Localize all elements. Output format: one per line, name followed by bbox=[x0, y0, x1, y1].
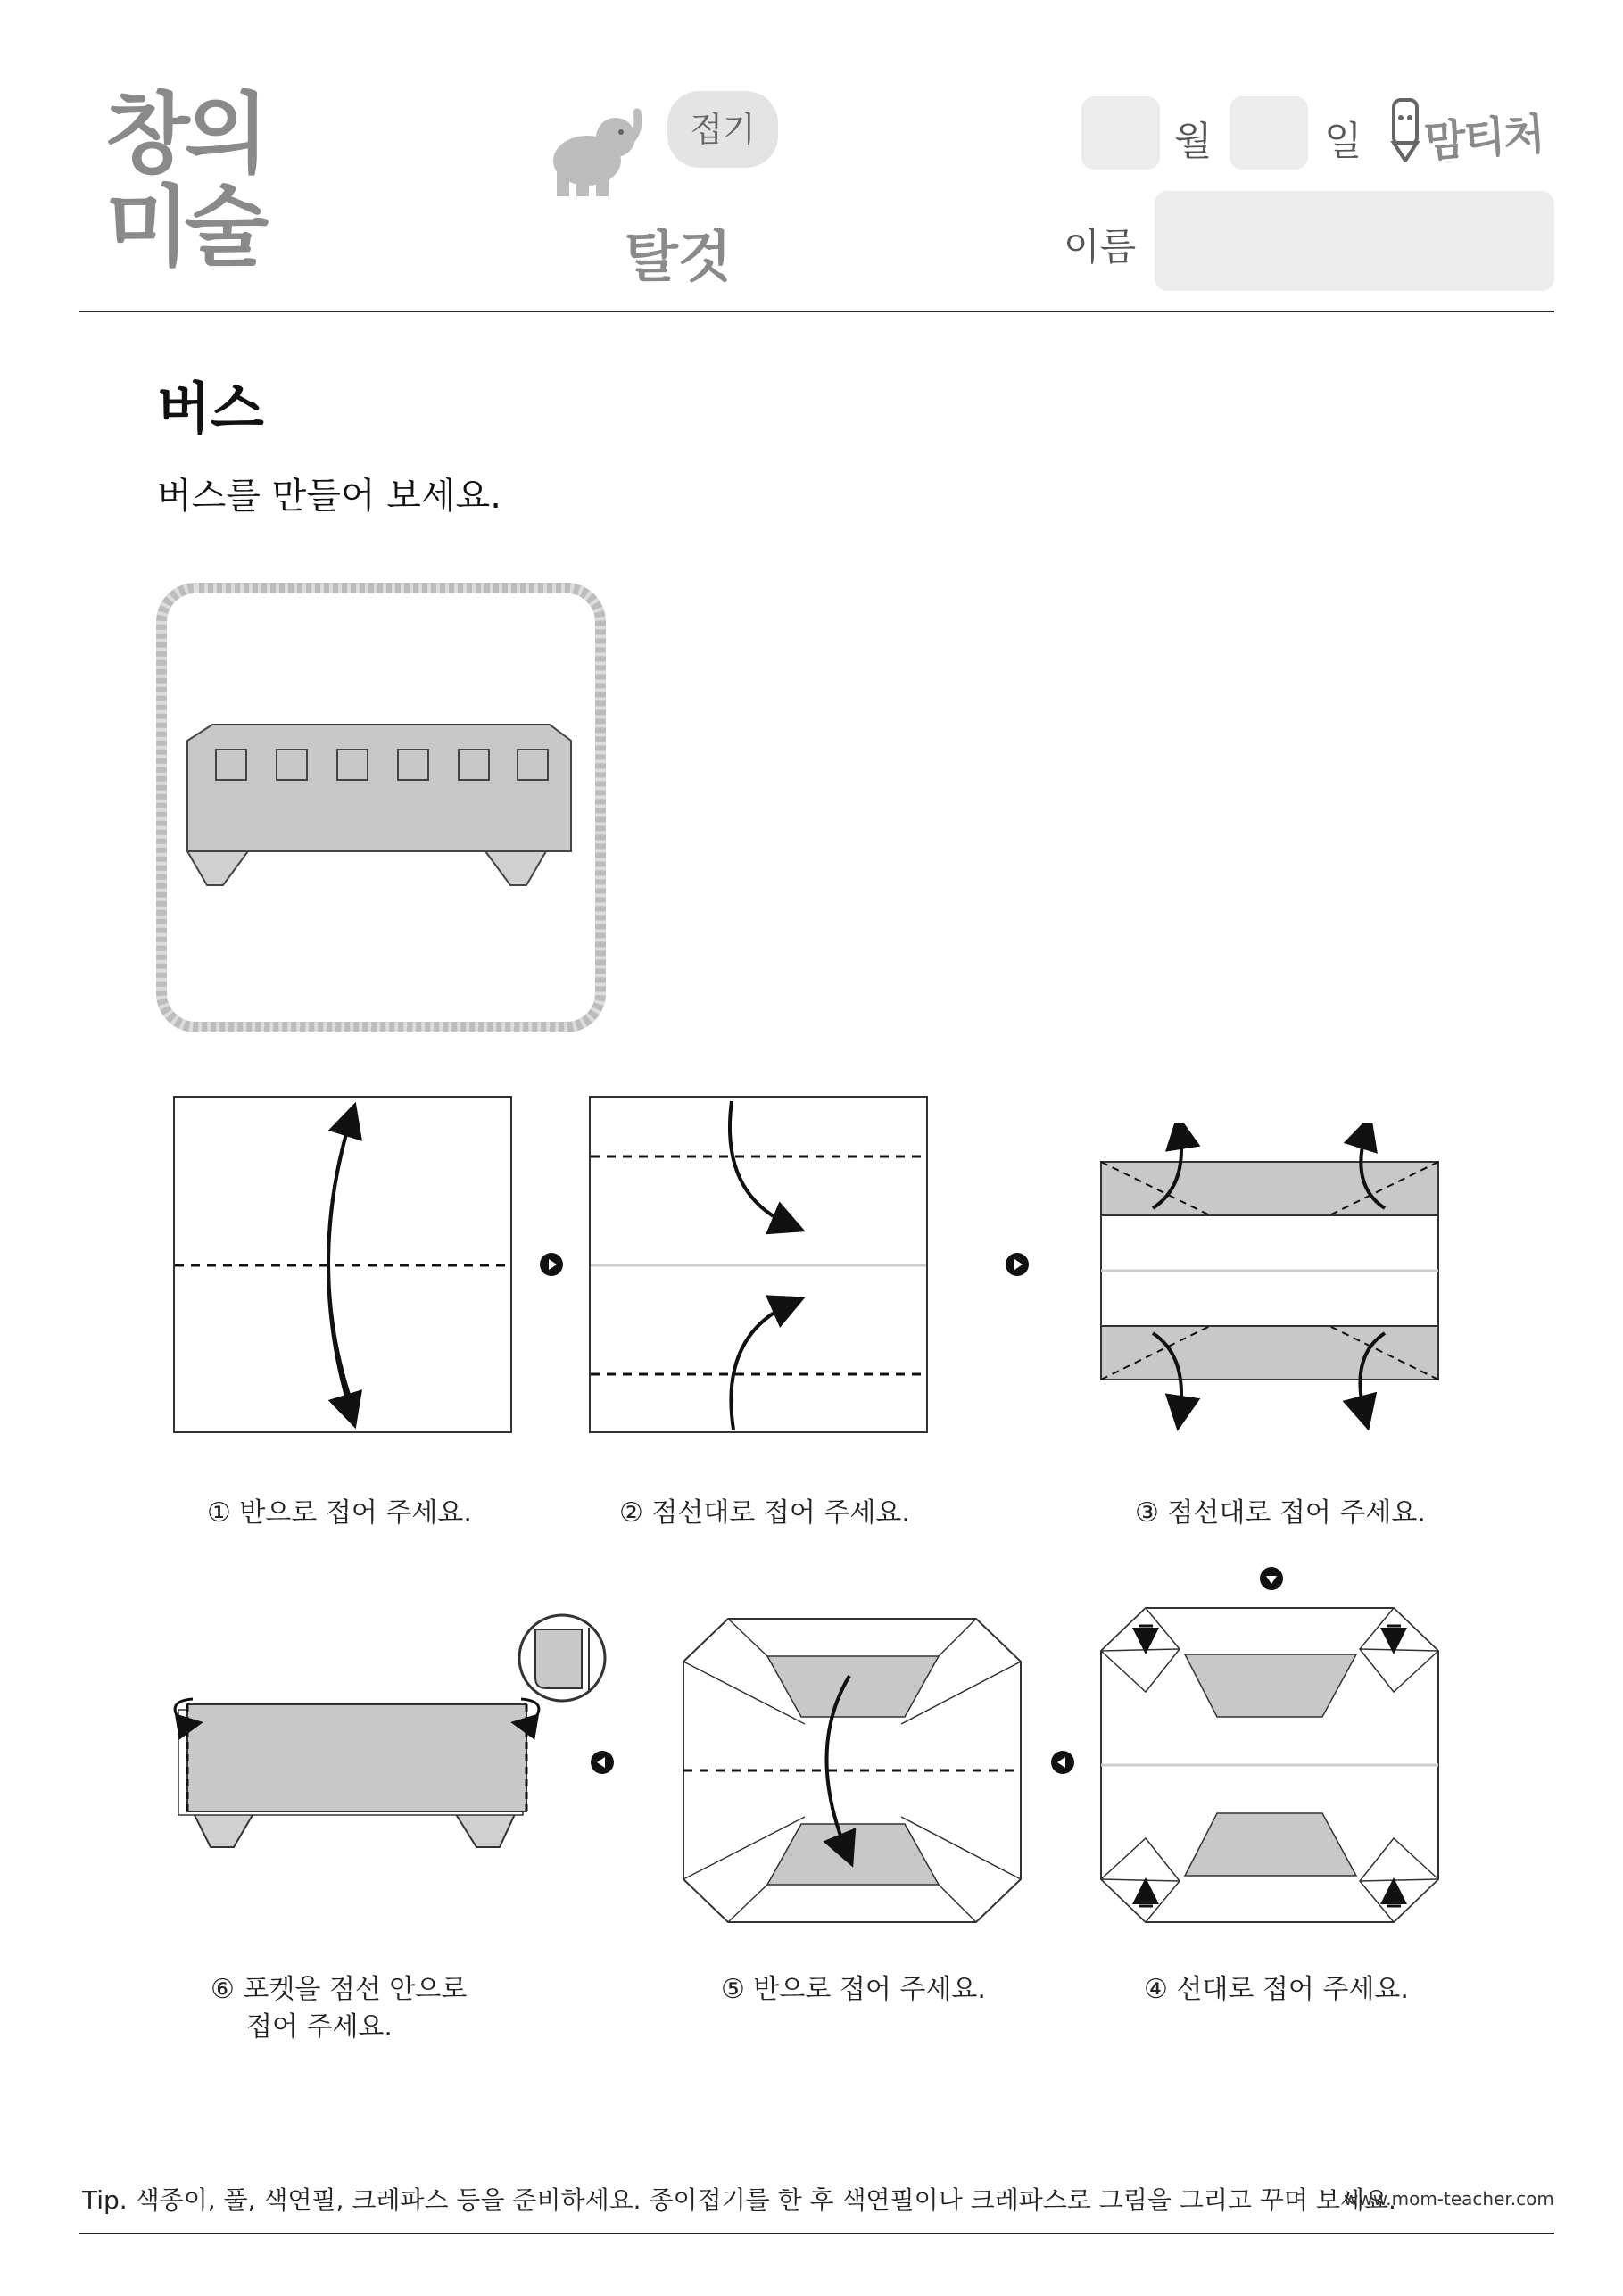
category-badge-label: 접기 bbox=[690, 110, 756, 149]
name-label: 이름 bbox=[1064, 225, 1137, 269]
step-4-caption: ④ 선대로 접어 주세요. bbox=[1144, 1974, 1409, 2005]
step-5-caption: ⑤ 반으로 접어 주세요. bbox=[721, 1974, 986, 2005]
step-1-diagram bbox=[173, 1096, 514, 1435]
logo-line-2: 미술 bbox=[105, 177, 264, 278]
step-arrow-right-2-icon bbox=[1006, 1253, 1029, 1276]
month-field[interactable] bbox=[1081, 96, 1160, 170]
footer-tip: Tip. 색종이, 풀, 색연필, 크레파스 등을 준비하세요. 종이접기를 한 후 색연필이나 크레파스로 그림을 그리고 꾸며 보세요. bbox=[82, 2185, 1396, 2215]
step-6-caption-line-2: 접어 주세요. bbox=[246, 2011, 393, 2043]
day-label: 일 bbox=[1324, 119, 1362, 164]
footer-divider bbox=[79, 2233, 1554, 2234]
pencil-mascot-icon bbox=[1388, 96, 1422, 162]
lesson-title: 버스 bbox=[157, 376, 264, 441]
step-arrow-left-1-icon bbox=[1051, 1751, 1074, 1774]
elephant-icon bbox=[544, 105, 642, 199]
header-divider bbox=[79, 311, 1554, 312]
step-4-diagram bbox=[1099, 1606, 1442, 1924]
category-badge bbox=[667, 91, 778, 168]
step-3-caption: ③ 점선대로 접어 주세요. bbox=[1135, 1497, 1426, 1529]
step-6-diagram bbox=[170, 1606, 616, 1865]
footer-url: www.mom-teacher.com bbox=[1344, 2188, 1554, 2209]
brand-logo: 맘티처 bbox=[1422, 109, 1545, 168]
step-6-caption-line-1: ⑥ 포켓을 점선 안으로 bbox=[211, 1974, 468, 2005]
finished-bus-illustration bbox=[155, 582, 607, 1033]
step-5-diagram bbox=[682, 1617, 1024, 1924]
month-label: 월 bbox=[1174, 119, 1213, 164]
step-arrow-down-icon bbox=[1260, 1567, 1283, 1590]
step-1-caption: ① 반으로 접어 주세요. bbox=[207, 1497, 472, 1529]
subject-title: 탈것 bbox=[625, 224, 732, 289]
step-3-diagram bbox=[1099, 1123, 1442, 1435]
day-field[interactable] bbox=[1230, 96, 1308, 170]
logo-line-1: 창의 bbox=[105, 84, 264, 186]
logo bbox=[105, 84, 284, 287]
name-field[interactable] bbox=[1155, 191, 1554, 291]
lesson-instruction: 버스를 만들어 보세요. bbox=[157, 476, 501, 517]
step-arrow-right-1-icon bbox=[540, 1253, 563, 1276]
step-2-caption: ② 점선대로 접어 주세요. bbox=[619, 1497, 910, 1529]
step-2-diagram bbox=[589, 1096, 930, 1435]
